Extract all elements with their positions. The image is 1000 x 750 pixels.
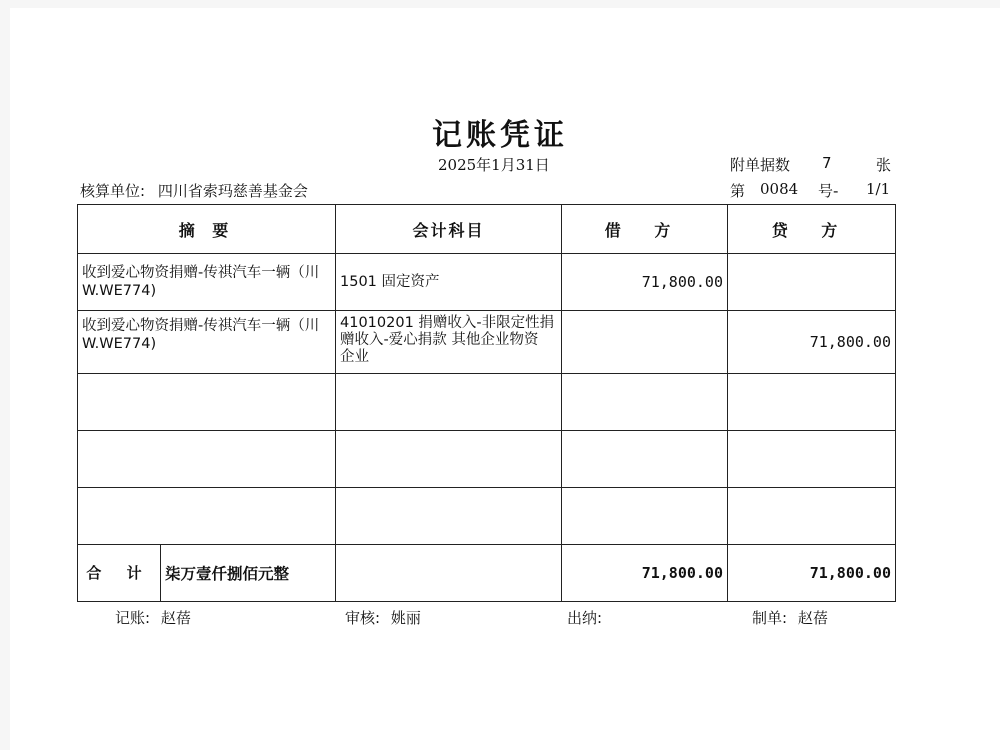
total-amount-words: 柒万壹仟捌佰元整 [165, 565, 290, 583]
table-row-empty [78, 488, 896, 545]
preparer-name: 赵蓓 [797, 609, 828, 627]
entry-credit: 71,800.00 [728, 311, 896, 374]
voucher-no-label: 第 [730, 182, 746, 200]
voucher-date: 2025年1月31日 [438, 156, 550, 174]
bookkeeper-name: 赵蓓 [160, 609, 191, 627]
entry-account: 41010201 捐赠收入-非限定性捐赠收入-爱心捐款 其他企业物资 企业 [336, 311, 562, 374]
entry-summary: 收到爱心物资捐赠-传祺汽车一辆（川W.WE774) [78, 311, 336, 374]
unit-name: 四川省索玛慈善基金会 [157, 182, 308, 200]
entry-debit: 71,800.00 [562, 254, 728, 311]
attach-label: 附单据数 [730, 156, 791, 174]
total-debit: 71,800.00 [562, 545, 728, 602]
total-account-blank [336, 545, 562, 602]
table-row [78, 254, 896, 311]
voucher-table [77, 204, 896, 602]
footer-bookkeeper [115, 607, 191, 628]
footer-cashier [567, 607, 608, 628]
reviewer-name: 姚丽 [390, 609, 421, 627]
col-account: 会计科目 [336, 205, 562, 254]
accounting-unit [80, 180, 308, 201]
entry-account: 1501 固定资产 [336, 254, 562, 311]
table-row [78, 311, 896, 374]
total-cell [78, 545, 336, 602]
table-row-empty [78, 431, 896, 488]
attach-unit: 张 [876, 156, 892, 174]
voucher-no-value: 0084 [760, 180, 799, 198]
footer-reviewer [345, 607, 421, 628]
entry-credit [728, 254, 896, 311]
preparer-label: 制单: [752, 609, 788, 627]
footer-preparer [752, 607, 828, 628]
col-debit: 借 方 [562, 205, 728, 254]
col-credit: 贷 方 [728, 205, 896, 254]
reviewer-label: 审核: [345, 609, 381, 627]
cashier-label: 出纳: [567, 609, 603, 627]
voucher-no-suffix: 号- [818, 182, 839, 200]
bookkeeper-label: 记账: [115, 609, 151, 627]
attach-count: 7 [822, 154, 832, 172]
table-row-empty [78, 374, 896, 431]
total-credit: 71,800.00 [728, 545, 896, 602]
total-label: 合 计 [78, 545, 161, 601]
voucher-title: 记账凭证 [432, 118, 568, 153]
entry-debit [562, 311, 728, 374]
table-header-row [78, 205, 896, 254]
col-summary: 摘 要 [78, 205, 336, 254]
voucher-page: 1/1 [866, 180, 891, 198]
entry-summary: 收到爱心物资捐赠-传祺汽车一辆（川W.WE774) [78, 254, 336, 311]
unit-label: 核算单位: [80, 182, 146, 200]
total-row [78, 545, 896, 602]
